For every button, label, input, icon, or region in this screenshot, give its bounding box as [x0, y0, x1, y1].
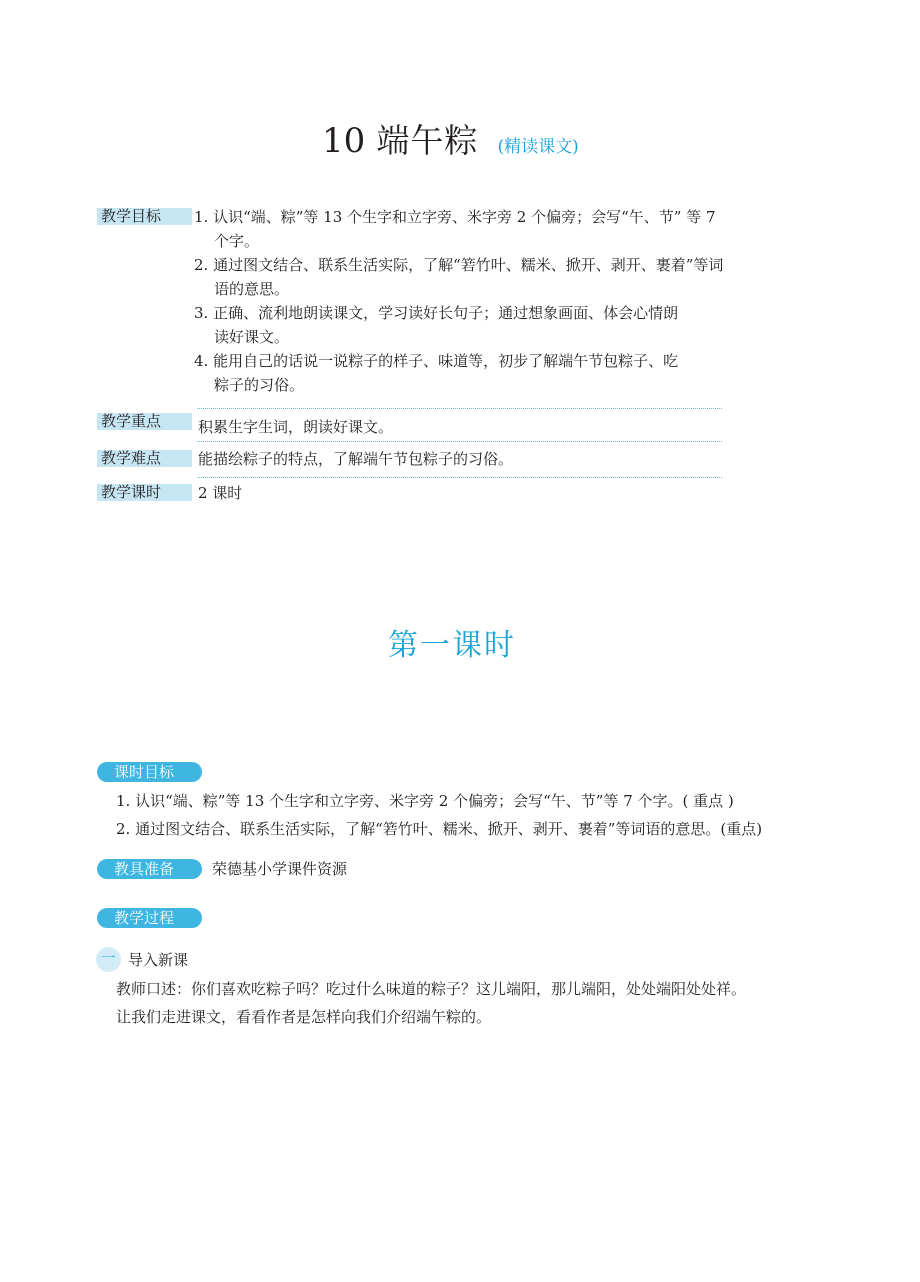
lesson-type: (精读课文) [497, 137, 579, 157]
goal-item: 1. 认识“端、粽”等 13 个生字和立字旁、米字旁 2 个偏旁；会写“午、节” 等 7 个字。 [194, 208, 716, 250]
difficulty-text: 能描绘粽子的特点，了解端午节包粽子的习俗。 [198, 450, 514, 468]
objective-item: 2. 通过图文结合、联系生活实际，了解“箬竹叶、糯米、掀开、剥开、裹着”等词语的意思。(重点) [116, 820, 763, 838]
objectives-list [116, 787, 836, 843]
objective-item: 1. 认识“端、粽”等 13 个生字和立字旁、米字旁 2 个偏旁；会写“午、节”等 7 个字。( 重点 ) [116, 792, 734, 810]
divider [197, 408, 722, 409]
goals-list [194, 205, 754, 397]
goal-item: 2. 通过图文结合、联系生活实际，了解“箬竹叶、糯米、掀开、剥开、裹着”等词 语的意思。 [194, 256, 724, 298]
divider [197, 477, 722, 478]
step-line: 教师口述：你们喜欢吃粽子吗？吃过什么味道的粽子？这儿端阳，那儿端阳，处处端阳处处祥。 [116, 980, 747, 998]
key-point-text: 积累生字生词，朗读好课文。 [198, 418, 394, 436]
step-line: 让我们走进课文，看看作者是怎样向我们介绍端午粽的。 [116, 1008, 492, 1026]
step-number-badge: 一 [96, 947, 121, 972]
lesson-title [322, 115, 579, 162]
hours-text: 2 课时 [198, 484, 243, 502]
goals-label: 教学目标 [97, 208, 192, 225]
step-title: 导入新课 [128, 951, 189, 969]
goal-item: 4. 能用自己的话说一说粽子的样子、味道等，初步了解端午节包粽子、吃 粽子的习俗。 [194, 352, 679, 394]
tools-text: 荣德基小学课件资源 [212, 860, 348, 878]
lesson-number: 10 [322, 121, 366, 161]
hours-label: 教学课时 [97, 484, 192, 501]
difficulty-label: 教学难点 [97, 450, 192, 467]
section-title: 第一课时 [388, 628, 516, 663]
tools-label: 教具准备 [97, 859, 202, 879]
objectives-label: 课时目标 [97, 762, 202, 782]
process-label: 教学过程 [97, 908, 202, 928]
divider [197, 441, 722, 442]
step-body [116, 975, 856, 1031]
key-point-label: 教学重点 [97, 413, 192, 430]
goal-item: 3. 正确、流利地朗读课文，学习读好长句子；通过想象画面、体会心情朗 读好课文。 [194, 304, 679, 346]
lesson-name: 端午粽 [376, 121, 479, 160]
